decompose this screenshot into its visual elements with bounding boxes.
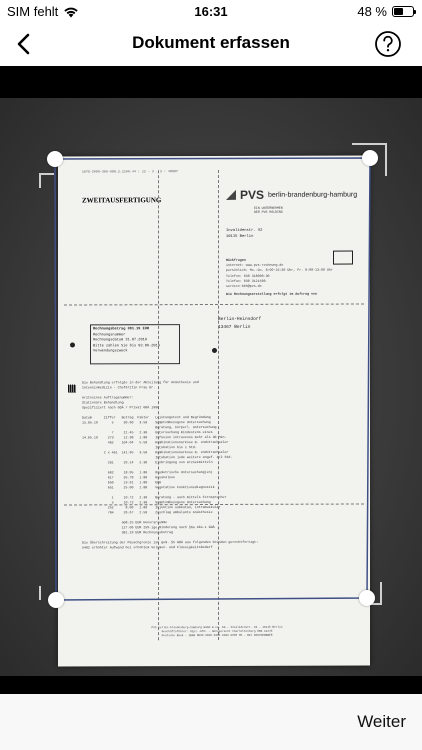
status-right (357, 4, 414, 19)
invoice-body: Die Behandlung erfolgte in der Abteilung für Anästhesie und Intensivmedizin - Chefärztin Frau Dr. Arztseines Auftragsnummer: Stationäre Behandlung Spezifiziert nach GOÄ / Privat GOÄ 1996 Datum Ziffer Betrag Faktor Leistungstext und Begründung 15.05.19 5 30.60 3.50 Symptombezogene Untersuchung Beratung, körperl. Untersuchung 7 21.45 2.30 Untersuchung mindestens eines 14.05.19 273 12.38 1.80 Infusion intravenös mehr als 30 Min. 462 104.04 5.50 Kombinationsnarkose m. endotrachealer Intubation bis 1 Std. 2 x 461 141.95 3.50 Kombinationsnarkose m. endotrachealer Intubation jede weitere angef. 1/2 Std. 261 26.14 2.30 Einbringung von Arzneimitteln 602 18.95 1.80 Oxymetrische Untersuchung(en) 617 35.78 1.80 Gasanalyse 650 13.91 1.80 EKG 651 25.00 1.80 Vegetative Funktionsdiagnostik 1 10.72 2.30 Beratung - auch mittels Fernsprecher 5 10.72 2.30 Symptombezogene Untersuchung 252 8.00 1.80 Injektion subkutan, intramuskulär 784 26.67 2.50 Zuschlag ambulante Anästhesie 508.25 EUR Honorarsumme 127.06 EUR 25% ige Minderung nach §6a Abs.1 GOÄ 381.19 EUR Rechnungsbetrag Die Überschreitung der Pauschgrenze ist gem. §5 GOÄ aus folgenden Gründen gerechtfertigt: 5402 erhöhter Aufwand bei erhöhtem Volumen- und Flüssigkeitsbedarf (82, 380, 259, 550)
question-circle-icon (374, 30, 402, 58)
contact-heading: Rückfragen (226, 257, 246, 262)
logo-mark: PVS (240, 187, 265, 202)
logo-subtitle-line: DER PVS HOLDING (254, 209, 283, 214)
logo-subtitle-line: EIN UNTERNEHMEN (254, 205, 283, 210)
recipient-address (218, 316, 261, 332)
status-bar (0, 0, 422, 22)
punch-hole-mark (212, 348, 217, 353)
contact-line: service-bbh@pvs.de (226, 283, 262, 288)
clock: 16:31 (194, 4, 228, 19)
navigation-bar (0, 22, 422, 66)
contact-line: Telefax: 030 3121500 (226, 278, 266, 283)
box-line: Bitte zahlen Sie bis 02.09.2019 (93, 343, 160, 348)
crop-handle-top-right[interactable] (362, 150, 378, 166)
footer-line: Deutsche Bank - IBAN DE00 0000 0000 0000 0000 00 - BIC DEUTDEDBBER (161, 633, 273, 638)
box-line: Rechnungsbetrag 381.19 EUR (93, 327, 150, 332)
next-button[interactable]: Weiter (357, 712, 406, 731)
order-note: Die Rechnungserstellung erfolgt im Auftrag von (226, 291, 318, 297)
punch-hole-mark (70, 342, 75, 347)
document-logo (226, 188, 357, 202)
invoice-summary-box (90, 324, 180, 364)
document-header-strip: 1075-2659-306-988.2.2166.44 : 12 - 3 . 3 : 48887 (82, 170, 179, 174)
captured-document (58, 155, 370, 666)
logo-name: berlin-brandenburg-hamburg (268, 191, 358, 199)
document-footer (82, 626, 352, 639)
recipient-line: Berlin-Heinsdorf (218, 316, 262, 322)
recipient-line: 13467 Berlin (218, 324, 251, 330)
footer-line: PVS berlin-brandenburg-hamburg GmbH & Co. KG - Invalidenstr. 92 - 10115 Berlin (151, 625, 283, 630)
footer-line: Geschäftsführer: Dipl.-Kfm. - Amtsgericht Charlottenburg HRA 12345 (161, 629, 273, 634)
qr-code (68, 384, 76, 392)
fold-line (64, 303, 364, 305)
fold-line (158, 170, 159, 640)
contact-line: internet: www.pvs-rechnung.de (226, 262, 284, 268)
crop-handle-bottom-right[interactable] (359, 590, 375, 606)
contact-line: persönlich: Mo.-Do. 8:00-16:30 Uhr, Fr. 8:00-13:00 Uhr (226, 267, 333, 273)
crop-handle-bottom-left[interactable] (48, 592, 64, 608)
address-line: Invalidenstr. 92 (226, 228, 263, 233)
battery-level (394, 8, 403, 15)
carrier-label: SIM fehlt (7, 4, 59, 19)
box-line: Rechnungsnummer (93, 332, 126, 337)
bottom-toolbar (0, 694, 422, 750)
box-line: Rechnungsdatum 31.07.2019 (93, 338, 147, 343)
battery-icon (392, 6, 414, 17)
address-line: 10115 Berlin (226, 234, 254, 239)
logo-subtitle (254, 206, 283, 214)
document-title: ZWEITAUSFERTIGUNG (82, 196, 162, 205)
battery-percent: 48 % (357, 4, 387, 19)
sender-address (226, 228, 262, 240)
pvs-logo-icon (226, 190, 236, 200)
camera-preview (0, 66, 422, 694)
box-line: Verwendungszweck (93, 349, 128, 354)
help-button[interactable] (374, 30, 402, 58)
contact-block (226, 257, 366, 297)
fold-line (218, 170, 219, 640)
page-title: Dokument erfassen (132, 33, 290, 52)
contact-line: Telefon: 030 318000-30 (226, 273, 270, 278)
crop-handle-top-left[interactable] (47, 151, 63, 167)
